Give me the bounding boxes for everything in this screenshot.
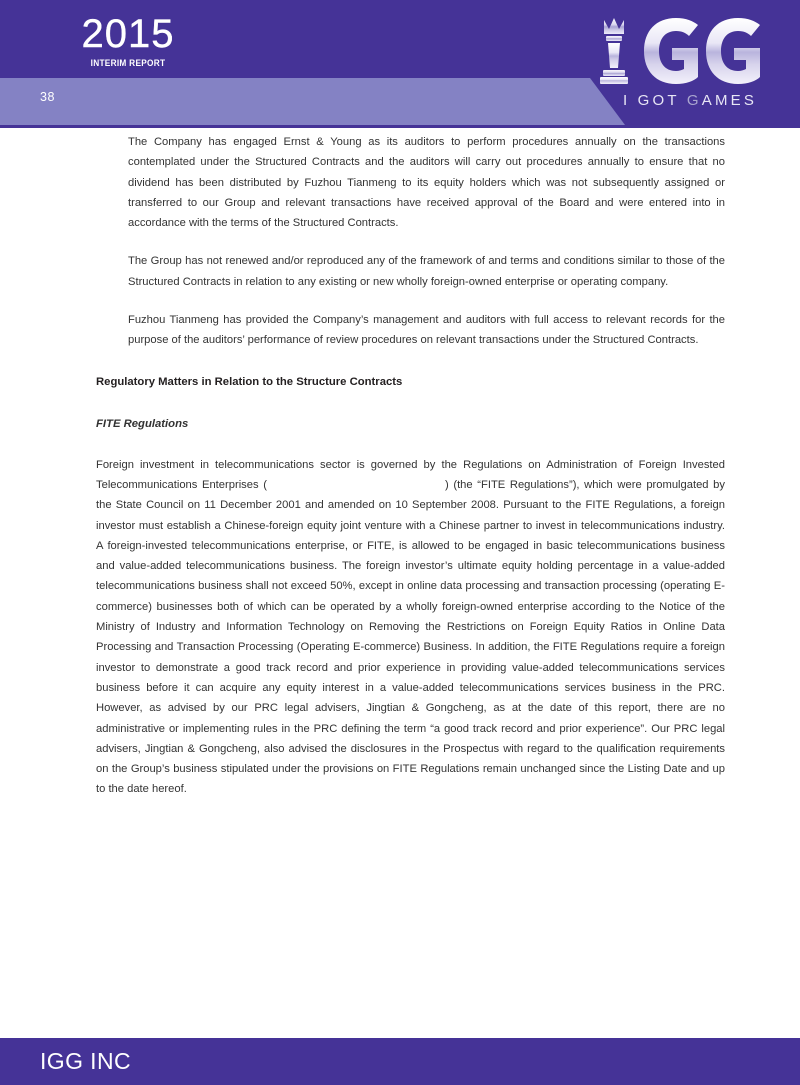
footer-company-name: IGG INC bbox=[40, 1048, 131, 1074]
fite-text-after-citation: ) (the “FITE Regulations”), which were promulgated by the State Council on 11 December 2001 and amended on 10 September 2008. Pursuant to the FITE Regulations, a foreign investor must establish a Chinese-foreign equity joint venture with a Chinese partner to invest in telecommunications industry. A foreign-invested telecommunications enterprise, or FITE, is allowed to be engaged in basic telecommunications business and value-added telecommunications business. The foreign investor’s ultimate equity holding percentage in a value-added telecommunications business shall not exceed 50%, except in online data processing and transaction processing (operating E-commerce) businesses both of which can be operated by a wholly foreign-owned enterprise according to the Notice of the Ministry of Industry and Information Technology on Removing the Restrictions on Foreign Equity Ratios in Online Data Processing and Transaction Processing (Operating E-commerce) Business. In addition, the FITE Regulations require a foreign investor to demonstrate a good track record and prior experience in providing value-added telecommunications services business before it can acquire any equity interest in a value-added telecommunications services business in the PRC. However, as advised by our PRC legal advisers, Jingtian & Gongcheng, as at the date of this report, there are no administrative or implementing rules in the PRC defining the term “a good track record and prior experience”. Our PRC legal advisers, Jingtian & Gongcheng, also advised the disclosures in the Prospectus with regard to the qualification requirements on the Group’s business stipulated under the provisions on FITE Regulations remain unchanged since the Listing Date and up to the date hereof. bbox=[96, 478, 725, 796]
sub-heading-fite-regulations: FITE Regulations bbox=[96, 417, 189, 430]
report-year-block bbox=[48, 14, 208, 68]
tagline-part-g: G bbox=[686, 92, 702, 109]
tagline-part-ames: AMES bbox=[701, 92, 758, 109]
page-number-band bbox=[0, 78, 625, 125]
igg-logo bbox=[594, 12, 784, 120]
paragraph-fuzhou-tianmeng-access: Fuzhou Tianmeng has provided the Company’s management and auditors with full access to relevant records for the purpose of the auditors’ performance of review procedures on relevant transactions under the Structured Contracts. bbox=[128, 314, 725, 347]
header-bottom-rule bbox=[0, 125, 800, 128]
paragraph-fite-regulations-body bbox=[96, 455, 725, 800]
section-heading-regulatory-matters: Regulatory Matters in Relation to the Structure Contracts bbox=[96, 375, 403, 388]
report-type-label: INTERIM REPORT bbox=[90, 58, 166, 68]
paragraph-group-not-renewed: The Group has not renewed and/or reproduced any of the framework of and terms and conditions similar to those of the Structured Contracts in relation to any existing or new wholly foreign-owned enterprise or operating company. bbox=[128, 255, 725, 288]
page-content bbox=[96, 132, 725, 818]
igg-logo-mark bbox=[594, 12, 784, 90]
page-header bbox=[0, 0, 800, 128]
report-year: 2015 bbox=[81, 12, 175, 56]
paragraph-auditors-procedures: The Company has engaged Ernst & Young as its auditors to perform procedures annually on the transactions contemplated under the Structured Contracts and the auditors will carry out procedures annually to ensure that no dividend has been distributed by Fuzhou Tianmeng to its equity holders which was not subsequently assigned or transferred to our Group and relevant transactions have received approval of the Board and were entered into in accordance with the terms of the Structured Contracts. bbox=[128, 136, 725, 230]
page-number: 38 bbox=[40, 90, 55, 104]
page-footer bbox=[0, 1038, 800, 1085]
crown-rook-icon bbox=[600, 18, 628, 84]
igg-logo-tagline bbox=[596, 92, 784, 109]
igg-wordmark bbox=[644, 18, 760, 84]
fite-text-before-citation: Foreign investment in telecommunications sector is governed by the Regulations on Administration of Foreign Invested Telecommunications Enterprises ( bbox=[96, 458, 725, 491]
tagline-part-igot: I GOT bbox=[622, 92, 687, 109]
